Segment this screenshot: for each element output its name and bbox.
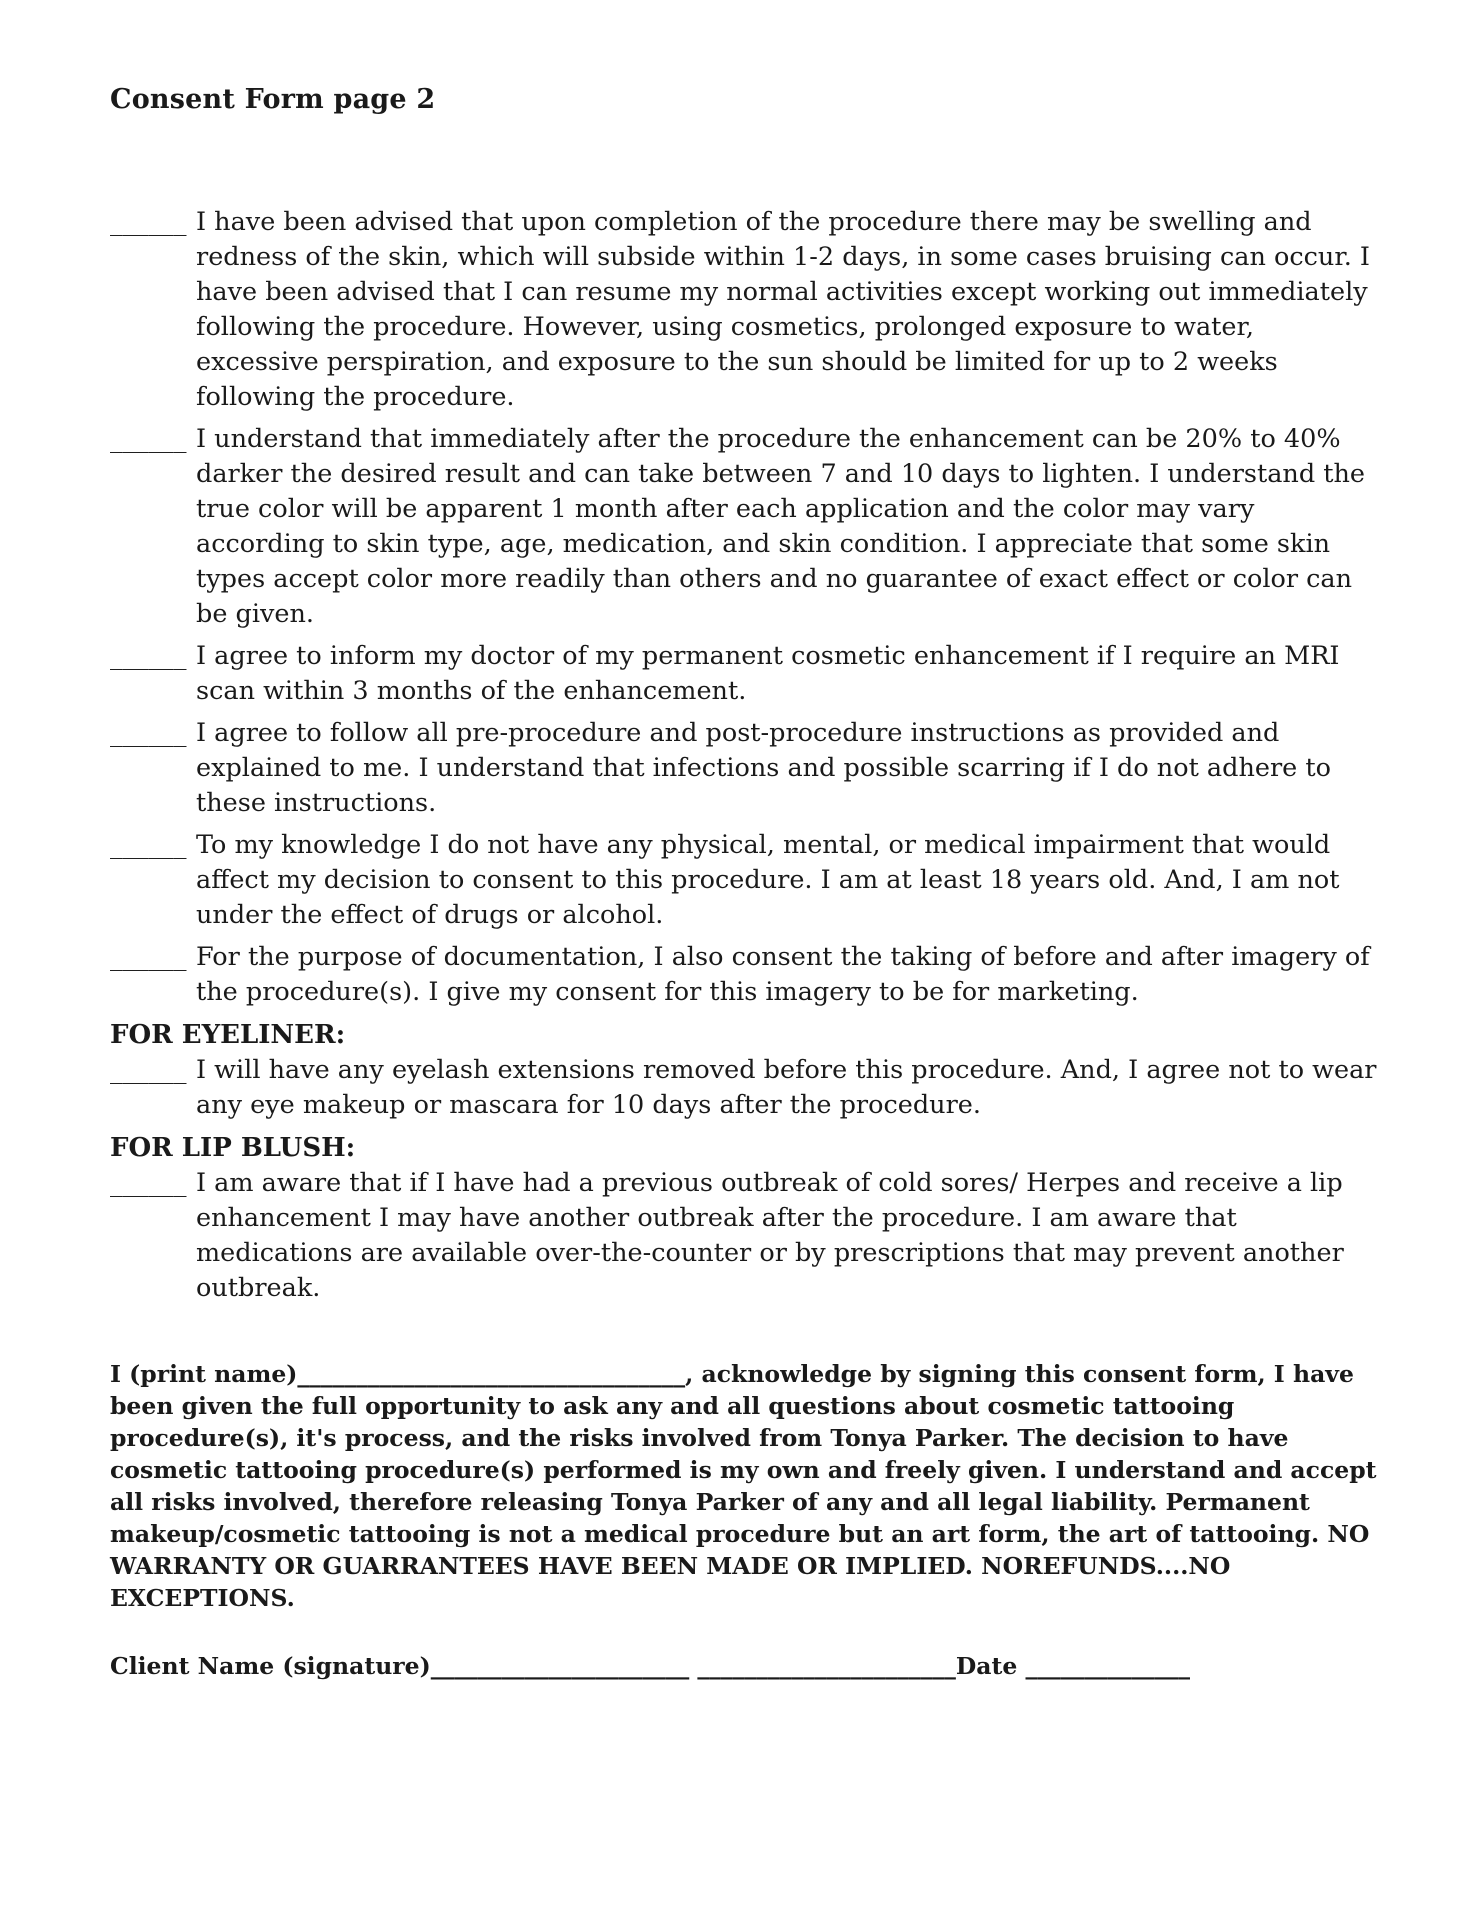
initials-blank: ______ (110, 1168, 187, 1198)
lip-blush-heading: FOR LIP BLUSH: (110, 1133, 356, 1163)
initials-blank: ______ (110, 207, 187, 237)
acknowledgement-paragraph: I (print name)_________________________________, acknowledge by signing this consent form, I have been given the full opportunity to ask any and all questions about cosmetic tattooing procedure(s), it's process, and the risks involved from Tonya Parker. The decision to have cosmetic tattooing procedure(s) performed is my own and freely given. I understand and accept all risks involved, therefore releasing Tonya Parker of any and all legal liability. Permanent makeup/cosmetic tattooing is not a medical procedure but an art form, the art of tattooing. NO WARRANTY OR GUARRANTEES HAVE BEEN MADE OR IMPLIED. NOREFUNDS....NO EXCEPTIONS. (110, 1360, 1377, 1612)
initials-blank: ______ (110, 641, 187, 671)
consent-item-text: I will have any eyelash extensions removed before this procedure. And, I agree not to wear any eye makeup or mascara for 10 days after the procedure. (196, 1055, 1377, 1120)
signature-line: Client Name (signature)______________________ ______________________Date ______________ (110, 1652, 1191, 1680)
consent-item-text: I understand that immediately after the procedure the enhancement can be 20% to 40% darker the desired result and can take between 7 and 10 days to lighten. I understand the true color will be apparent 1 month after each application and the color may vary according to skin type, age, medication, and skin condition. I appreciate that some skin types accept color more readily than others and no guarantee of exact effect or color can be given. (196, 424, 1366, 629)
consent-item-text: I have been advised that upon completion of the procedure there may be swelling and redness of the skin, which will subside within 1-2 days, in some cases bruising can occur. I have been advised that I can resume my normal activities except working out immediately following the procedure. However, using cosmetics, prolonged exposure to water, excessive perspiration, and exposure to the sun should be limited for up to 2 weeks following the procedure. (196, 207, 1370, 412)
consent-item-text: I agree to inform my doctor of my permanent cosmetic enhancement if I require an MRI scan within 3 months of the enhancement. (196, 641, 1340, 706)
consent-item-text: I agree to follow all pre-procedure and post-procedure instructions as provided and explained to me. I understand that infections and possible scarring if I do not adhere to these instructions. (196, 718, 1331, 818)
initials-blank: ______ (110, 424, 187, 454)
consent-items (110, 205, 1380, 1313)
initials-blank: ______ (110, 942, 187, 972)
initials-blank: ______ (110, 1055, 187, 1085)
consent-item-text: I am aware that if I have had a previous outbreak of cold sores/ Herpes and receive a lip enhancement I may have another outbreak after the procedure. I am aware that medications are available over-the-counter or by prescriptions that may prevent another outbreak. (196, 1168, 1344, 1303)
initials-blank: ______ (110, 830, 187, 860)
consent-item-text: To my knowledge I do not have any physical, mental, or medical impairment that would affect my decision to consent to this procedure. I am at least 18 years old. And, I am not under the effect of drugs or alcohol. (196, 830, 1340, 930)
eyeliner-heading: FOR EYELINER: (110, 1020, 346, 1050)
consent-item-color (110, 422, 1380, 632)
consent-item-mri (110, 639, 1380, 709)
consent-item-impairment (110, 828, 1380, 933)
consent-item-instructions (110, 716, 1380, 821)
consent-item-eyeliner (110, 1053, 1380, 1123)
consent-item-text: For the purpose of documentation, I also consent the taking of before and after imagery of the procedure(s). I give my consent for this imagery to be for marketing. (196, 942, 1370, 1007)
page-title: Consent Form page 2 (110, 84, 436, 115)
initials-blank: ______ (110, 718, 187, 748)
consent-item-swelling (110, 205, 1380, 415)
consent-item-lip-blush (110, 1166, 1380, 1306)
consent-item-imagery (110, 940, 1380, 1010)
